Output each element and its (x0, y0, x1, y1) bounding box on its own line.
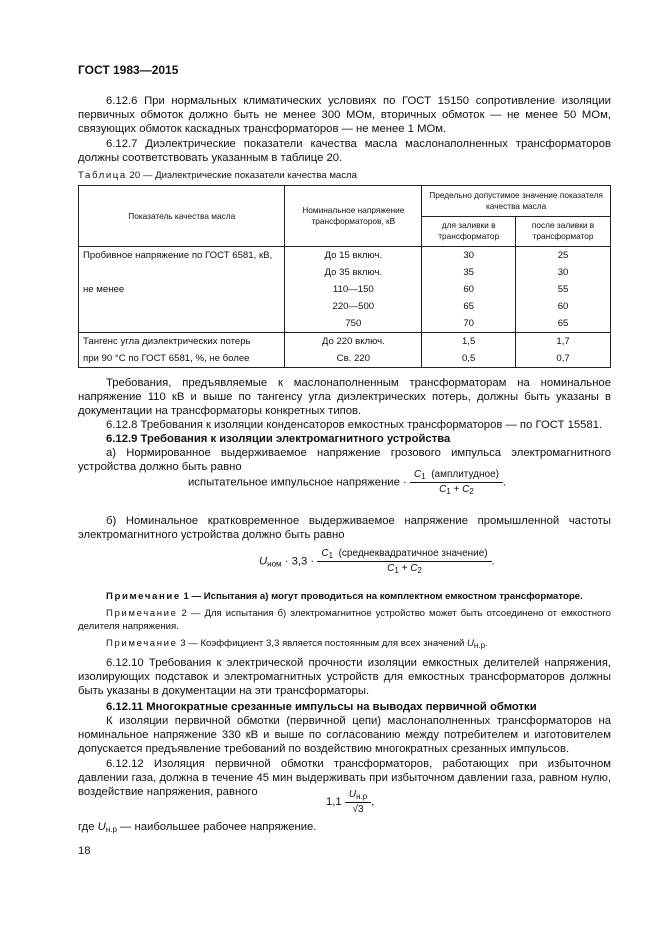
table-caption (78, 170, 357, 181)
table-cell: Пробивное напряжение по ГОСТ 6581, кВ, (79, 247, 285, 265)
note-text: 1 — Испытания а) могут проводиться на комплектном емкостном трансформаторе. (183, 591, 583, 602)
heading-6-12-11: 6.12.11 Многократные срезанные импульсы на выводах первичной обмотки (106, 701, 537, 713)
table-cell: при 90 °С по ГОСТ 6581, %, не более (79, 350, 285, 368)
table-cell: 60 (516, 298, 611, 315)
where-text: — наибольшее рабочее напряжение. (120, 821, 317, 833)
paragraph-b: б) Номинальное кратковременное выдерживаемое напряжение промышленной частоты электромагнитного устройства должно быть равно (78, 515, 611, 542)
table-cell: 1,5 (422, 333, 516, 351)
table-row (79, 315, 611, 333)
col-header-limit: Предельно допустимое значение показателя качества масла (422, 186, 611, 217)
note-text: 2 — Для испытания б) электромагнитное устройство может быть отсоединено от емкостного делителя напряжения. (78, 608, 611, 632)
formula-impulse-lead: испытательное импульсное напряжение · (188, 476, 407, 489)
table-cell: 25 (516, 247, 611, 265)
formula-note: (амплитудное) (431, 469, 499, 480)
col-header-before-fill: для заливки в трансформатор (422, 216, 516, 247)
formula-sub: н.р (356, 792, 368, 801)
table-cell: Св. 220 (285, 350, 422, 368)
note-sub: н.р (473, 641, 486, 650)
formula-u: U (259, 555, 268, 568)
where-sub: н.р (105, 825, 117, 834)
table-cell: 70 (422, 315, 516, 333)
table-cell: До 220 включ. (285, 333, 422, 351)
formula-sub: 1 (328, 551, 334, 560)
formula-gas-fraction (345, 789, 371, 815)
formula-sub: ном (267, 559, 282, 569)
table-row (79, 333, 611, 351)
table-cell (79, 298, 285, 315)
formula-c: C (413, 469, 422, 480)
table-cell: 0,5 (422, 350, 516, 368)
table-row (79, 247, 611, 265)
table-cell: 220—500 (285, 298, 422, 315)
table-row (79, 350, 611, 368)
table-cell: До 35 включ. (285, 264, 422, 281)
formula-c: C (439, 484, 447, 495)
note-label: Примечание (106, 638, 178, 649)
formula-sqrt3: √3 (352, 804, 364, 815)
formula-sub: 2 (469, 487, 474, 496)
formula-note: (среднеквадратичное значение) (338, 548, 488, 559)
formula-tail: . (502, 476, 507, 489)
formula-power-frequency (259, 548, 495, 575)
paragraph-requirements: Требования, предъявляемые к маслонаполненным трансформаторам на номинальное напряжение 110 кВ и выше по тангенсу угла диэлектрических потерь, должны быть указаны в документации на трансформаторы конкретных типов. (78, 377, 611, 418)
formula-tail: . (491, 555, 495, 568)
table-row (79, 298, 611, 315)
table-cell: 110—150 (285, 281, 422, 298)
table-cell (79, 264, 285, 281)
note-label: Примечание (106, 591, 181, 602)
formula-impulse-fraction (410, 469, 503, 496)
table-cell: 30 (516, 264, 611, 281)
col-header-indicator: Показатель качества масла (79, 186, 285, 247)
formula-tail: , (371, 795, 375, 808)
table-cell: 65 (516, 315, 611, 333)
formula-c: C (387, 563, 395, 574)
formula-impulse (188, 469, 506, 496)
paragraph-6-12-7: 6.12.7 Диэлектрические показатели качества масла маслонаполненных трансформаторов должны соответствовать указанным в таблице 20. (78, 138, 611, 165)
table-cell: 55 (516, 281, 611, 298)
table-cell: До 15 включ. (285, 247, 422, 265)
where-u: U (97, 821, 106, 833)
table-cell: 65 (422, 298, 516, 315)
formula-coef: 1,1 (326, 795, 342, 808)
formula-power-fraction (317, 548, 491, 575)
table-row (79, 264, 611, 281)
table-cell: 750 (285, 315, 422, 333)
table-cell: 35 (422, 264, 516, 281)
paragraph-a: а) Нормированное выдерживаемое напряжение грозового импульса электромагнитного устройства должно быть равно (78, 447, 611, 474)
where-clause (78, 820, 611, 837)
paragraph-6-12-10: 6.12.10 Требования к электрической прочности изоляции емкостных делителей напряжения, изолирующих подставок и электромагнитных устройств для емкостных трансформаторов должны быть указаны в документации на эти трансформаторы. (78, 657, 611, 698)
formula-sub: 1 (421, 472, 426, 481)
formula-sub: 1 (446, 487, 451, 496)
table-caption-label: Таблица (78, 170, 127, 181)
formula-gas-pressure (326, 789, 374, 815)
table-cell: 60 (422, 281, 516, 298)
note-end: . (485, 638, 488, 649)
table-20 (78, 185, 611, 368)
formula-c: C (321, 548, 329, 559)
formula-plus: + C (453, 484, 470, 495)
formula-mult: · 3,3 · (284, 555, 315, 568)
note-u: U (466, 638, 474, 649)
table-row (79, 281, 611, 298)
formula-sub: 1 (394, 566, 399, 575)
note-1 (106, 590, 583, 603)
paragraph-6-12-6: 6.12.6 При нормальных климатических условиях по ГОСТ 15150 сопротивление изоляции первичных обмоток должно быть не менее 300 МОм, вторичных обмоток — не менее 50 МОм, связующих обмоток каскадных трансформаторов — не менее 1 МОм. (78, 95, 611, 136)
table-cell: 0,7 (516, 350, 611, 368)
formula-plus: + C (401, 563, 418, 574)
table-cell (79, 315, 285, 333)
table-cell: не менее (79, 281, 285, 298)
formula-sub: 2 (417, 566, 422, 575)
note-2 (78, 607, 611, 633)
col-header-voltage: Номинальное напряжение трансформаторов, кВ (285, 186, 422, 247)
where-lead: где (78, 821, 95, 833)
page-number: 18 (78, 845, 91, 857)
col-header-after-fill: после заливки в трансформатор (516, 216, 611, 247)
table-cell: Тангенс угла диэлектрических потерь (79, 333, 285, 351)
table-caption-text: 20 — Диэлектрические показатели качества масла (129, 170, 357, 181)
paragraph-6-12-8: 6.12.8 Требования к изоляции конденсаторов емкостных трансформаторов — по ГОСТ 15581. (106, 419, 603, 431)
note-3 (106, 637, 488, 652)
note-text: 3 — Коэффициент 3,3 является постоянным для всех значений (180, 638, 465, 649)
document-header: ГОСТ 1983—2015 (78, 63, 179, 77)
paragraph-6-12-11: К изоляции первичной обмотки (первичной цепи) маслонаполненных трансформаторов на номинальное напряжение 330 кВ и выше по согласованию между потребителем и изготовителем допускается предъявление требований по воздействию многократных срезанных импульсов. (78, 715, 611, 756)
formula-u: U (348, 789, 357, 800)
note-label: Примечание (106, 608, 178, 619)
table-cell: 30 (422, 247, 516, 265)
paragraph-6-12-12: 6.12.12 Изоляция первичной обмотки трансформаторов, работающих при избыточном давлении газа, должна в течение 45 мин выдерживать при избыточном давлении газа, равном нулю, воздействие напряжения, равного (78, 758, 611, 799)
heading-6-12-9: 6.12.9 Требования к изоляции электромагнитного устройства (106, 433, 451, 445)
table-cell: 1,7 (516, 333, 611, 351)
